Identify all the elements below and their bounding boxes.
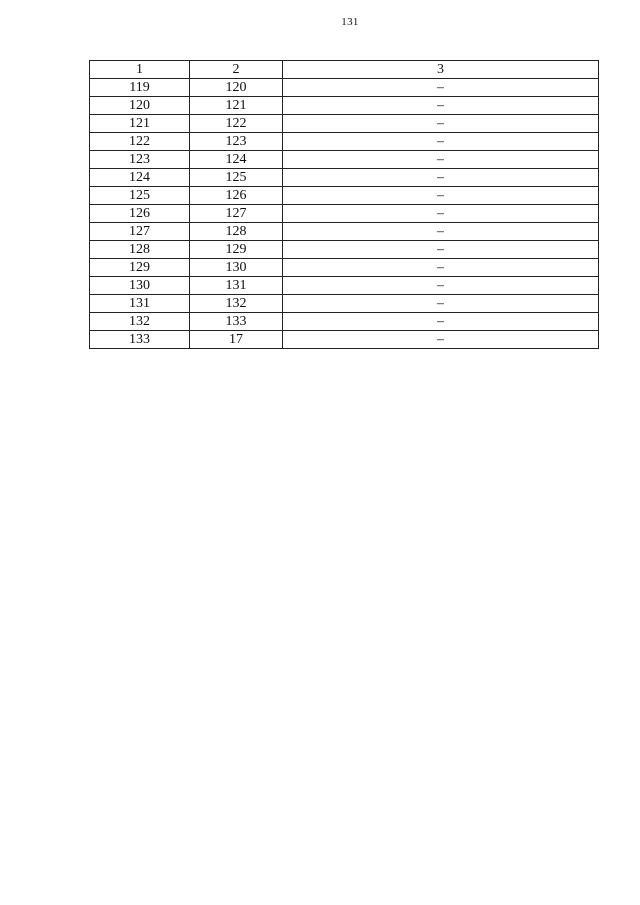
table-cell: 130 <box>190 259 283 277</box>
table-cell: – <box>283 223 599 241</box>
table-cell: 129 <box>190 241 283 259</box>
table-cell: – <box>283 331 599 349</box>
table-cell: 133 <box>90 331 190 349</box>
table-cell: 133 <box>190 313 283 331</box>
column-header-2: 2 <box>190 61 283 79</box>
table-cell: 128 <box>90 241 190 259</box>
table-cell: 121 <box>190 97 283 115</box>
table-cell: – <box>283 79 599 97</box>
table-row <box>90 223 599 241</box>
table-cell: 132 <box>90 313 190 331</box>
table-row <box>90 133 599 151</box>
table-cell: – <box>283 169 599 187</box>
table-cell: 120 <box>90 97 190 115</box>
table-row <box>90 205 599 223</box>
table-cell: – <box>283 133 599 151</box>
table-cell: – <box>283 151 599 169</box>
table-row <box>90 295 599 313</box>
table-cell: 127 <box>190 205 283 223</box>
table-cell: 131 <box>90 295 190 313</box>
table-cell: – <box>283 295 599 313</box>
table-cell: – <box>283 241 599 259</box>
table-cell: 121 <box>90 115 190 133</box>
table-cell: 123 <box>190 133 283 151</box>
column-header-1: 1 <box>90 61 190 79</box>
table-row <box>90 187 599 205</box>
table-cell: – <box>283 259 599 277</box>
table-cell: 122 <box>90 133 190 151</box>
column-header-3: 3 <box>283 61 599 79</box>
table-cell: 124 <box>190 151 283 169</box>
table-cell: 127 <box>90 223 190 241</box>
table-cell: – <box>283 205 599 223</box>
table-row <box>90 79 599 97</box>
table-header-row <box>90 61 599 79</box>
table-cell: 17 <box>190 331 283 349</box>
table-cell: 131 <box>190 277 283 295</box>
table-row <box>90 277 599 295</box>
table-row <box>90 151 599 169</box>
table-cell: 122 <box>190 115 283 133</box>
table-cell: – <box>283 277 599 295</box>
table-cell: – <box>283 97 599 115</box>
page-number: 131 <box>341 16 359 28</box>
table-row <box>90 115 599 133</box>
table-cell: 126 <box>190 187 283 205</box>
table-cell: 124 <box>90 169 190 187</box>
table-cell: 120 <box>190 79 283 97</box>
table-row <box>90 97 599 115</box>
table-cell: 126 <box>90 205 190 223</box>
table-cell: 128 <box>190 223 283 241</box>
table-cell: 129 <box>90 259 190 277</box>
table-cell: – <box>283 313 599 331</box>
table-row <box>90 169 599 187</box>
table-cell: 125 <box>90 187 190 205</box>
data-table <box>89 60 599 349</box>
table-row <box>90 259 599 277</box>
table-row <box>90 313 599 331</box>
table-cell: 130 <box>90 277 190 295</box>
table-cell: 119 <box>90 79 190 97</box>
table-row <box>90 331 599 349</box>
table-cell: – <box>283 187 599 205</box>
table-cell: – <box>283 115 599 133</box>
table-row <box>90 241 599 259</box>
table-cell: 125 <box>190 169 283 187</box>
table-cell: 123 <box>90 151 190 169</box>
table-cell: 132 <box>190 295 283 313</box>
